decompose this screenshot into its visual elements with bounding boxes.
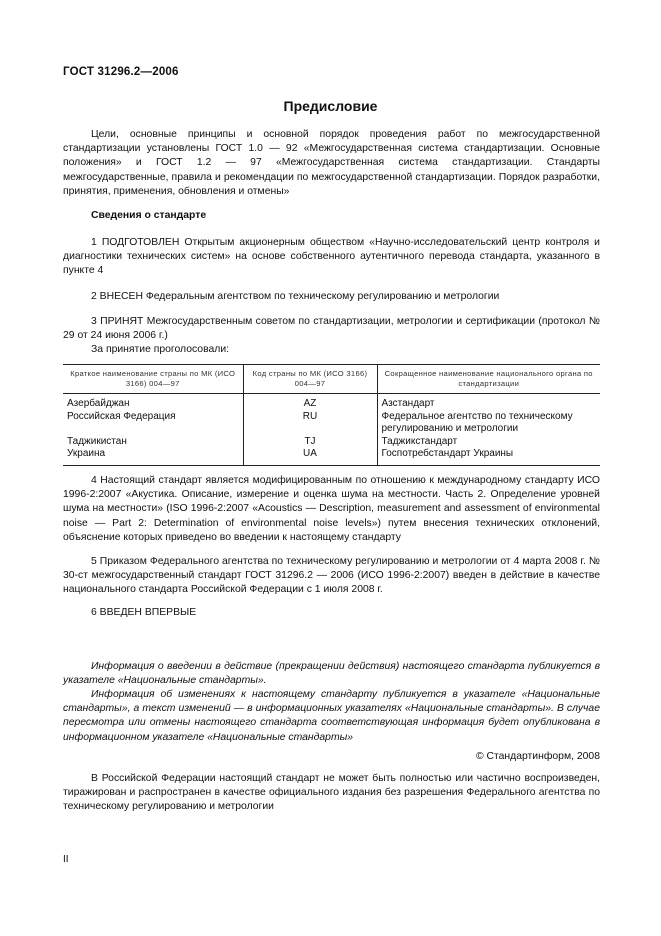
table-cell-country: Таджикистан xyxy=(67,435,127,447)
item-introduced-text: 2 ВНЕСЕН Федеральным агентством по техническому регулированию и метрологии xyxy=(91,291,500,302)
item-modified-text: 4 Настоящий стандарт является модифицированным по отношению к международному стандарту ИСО 1996-2:2007 «Акустика. Описание, измерение и оценка шума на местности. Часть 2. Определение уровней шума на местности» (ISO 1996-2:2007 «Acoustics — Description, measurement and assessment of environmental noise — Part 2: Determination of environmental noise levels») путем внесения технических отклонений, объяснение которых приведено во введении к настоящему стандарту xyxy=(63,475,600,543)
table-cell-body: Федеральное агентство по техническому регулированию и метрологии xyxy=(377,411,600,436)
item-order xyxy=(63,555,600,598)
item-prepared xyxy=(63,236,600,279)
page-number: II xyxy=(63,854,69,865)
table-cell-country: Украина xyxy=(63,448,243,465)
table-cell-body: Госпотребстандарт Украины xyxy=(377,448,600,465)
table-cell-code: AZ xyxy=(243,394,377,411)
page-title: Предисловие xyxy=(283,98,378,114)
vote-caption: За принятие проголосовали: xyxy=(91,344,230,356)
info-publication-text: Информация о введении в действие (прекращении действия) настоящего стандарта публикуется в указателе «Национальные стандарты». xyxy=(63,661,600,687)
table-cell-body: Азстандарт xyxy=(377,394,600,411)
table-cell-code: TJ xyxy=(243,436,377,449)
table-row xyxy=(63,448,600,465)
voting-countries-table xyxy=(63,364,600,466)
item-adopted xyxy=(63,315,600,358)
table-cell-code: RU xyxy=(243,411,377,436)
intro-paragraph xyxy=(63,128,600,199)
intro-text: Цели, основные принципы и основной порядок проведения работ по межгосударственной стандартизации установлены ГОСТ 1.0 — 92 «Межгосударственная система стандартизации. Основные положения» и ГОСТ 1.2 — 97 «Межгосударственная система стандартизации. Стандарты межгосударственные, правила и рекомендации по межгосударственной стандартизации. Порядок разработки, принятия, применения, обновления и отмены» xyxy=(63,129,600,197)
info-changes-text: Информация об изменениях к настоящему стандарту публикуется в указателе «Национальные стандарты», а текст изменений — в информационных указателях «Национальные стандарты». В случае пересмотра или отмены настоящего стандарта соответствующая информация будет опубликована в информационном указателе «Национальные стандарты» xyxy=(63,689,600,743)
item-first-time xyxy=(63,606,600,620)
item-introduced xyxy=(63,290,600,304)
reproduction-notice xyxy=(63,772,600,815)
reproduction-notice-text: В Российской Федерации настоящий стандарт не может быть полностью или частично воспроизведен, тиражирован и распространен в качестве официального издания без разрешения Федерального агентства по техническому регулированию и метрологии xyxy=(63,773,600,813)
section-heading-text: Сведения о стандарте xyxy=(91,210,207,221)
table-header-code: Код страны по МК (ИСО 3166) 004—97 xyxy=(243,365,377,394)
table-cell-code: UA xyxy=(243,448,377,465)
info-publication xyxy=(63,660,600,688)
table-header-row xyxy=(63,365,600,394)
table-cell-body: Таджикстандарт xyxy=(377,436,600,449)
table-row xyxy=(63,411,600,436)
standard-code-header: ГОСТ 31296.2—2006 xyxy=(63,66,179,78)
table-header-country: Краткое наименование страны по МК (ИСО 3166) 004—97 xyxy=(63,365,243,394)
copyright-line: © Стандартинформ, 2008 xyxy=(475,751,600,762)
item-prepared-text: 1 ПОДГОТОВЛЕН Открытым акционерным обществом «Научно-исследовательский центр контроля и диагностики технических систем» на основе собственного аутентичного перевода стандарта, указанного в пункте 4 xyxy=(63,237,600,277)
table-header-body: Сокращенное наименование национального органа по стандартизации xyxy=(377,365,600,394)
item-adopted-text: 3 ПРИНЯТ Межгосударственным советом по стандартизации, метрологии и сертификации (протокол № 29 от 24 июня 2006 г.) xyxy=(63,316,600,342)
table-cell-country: Азербайджан xyxy=(67,398,130,409)
table-row xyxy=(63,394,600,411)
item-modified xyxy=(63,474,600,545)
item-order-text: 5 Приказом Федерального агентства по техническому регулированию и метрологии от 4 марта 2008 г. № 30-ст межгосударственный стандарт ГОСТ 31296.2 — 2006 (ИСО 1996-2:2007) введен в действие в качестве национального стандарта Российской Федерации с 1 июля 2008 г. xyxy=(63,556,600,596)
info-changes xyxy=(63,688,600,745)
table-cell-country: Российская Федерация xyxy=(67,410,176,422)
table-row xyxy=(63,436,600,449)
item-first-time-text: 6 ВВЕДЕН ВПЕРВЫЕ xyxy=(91,607,197,618)
section-heading xyxy=(63,209,600,223)
